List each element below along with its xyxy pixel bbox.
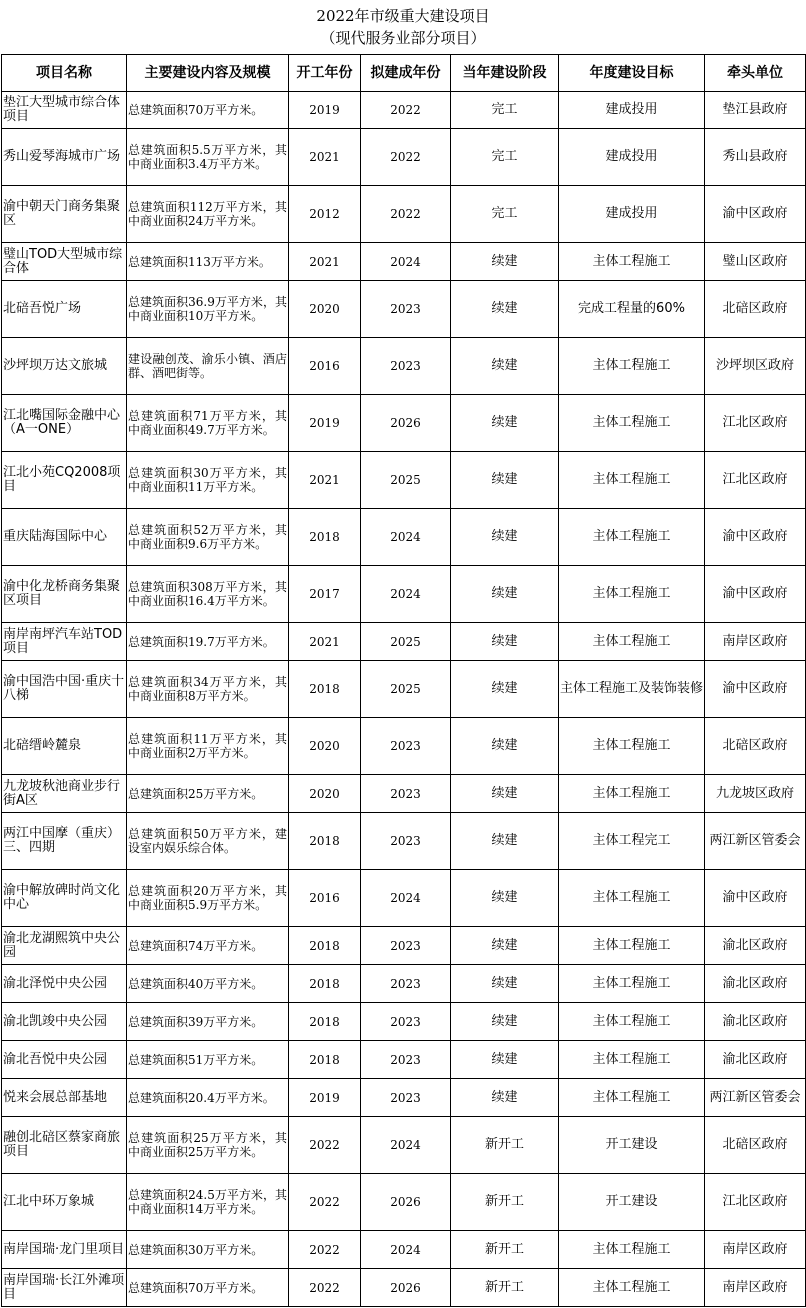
lead-unit-cell: 南岸区政府	[705, 1269, 806, 1307]
project-name-cell: 重庆陆海国际中心	[2, 509, 127, 566]
stage-cell: 续建	[451, 1003, 559, 1041]
scope-cell: 总建筑面积39万平方米。	[127, 1003, 289, 1041]
finish-year-cell: 2024	[361, 870, 451, 927]
project-name-cell: 融创北碚区蔡家商旅项目	[2, 1117, 127, 1174]
finish-year-cell: 2024	[361, 566, 451, 623]
annual-goal-cell: 完成工程量的60%	[559, 281, 705, 338]
projects-table	[1, 54, 806, 1307]
scope-cell: 总建筑面积11万平方米，其中商业面积2万平方米。	[127, 718, 289, 775]
finish-year-cell: 2023	[361, 1041, 451, 1079]
finish-year-cell: 2024	[361, 509, 451, 566]
table-row	[2, 509, 806, 566]
stage-cell: 续建	[451, 870, 559, 927]
stage-cell: 新开工	[451, 1269, 559, 1307]
annual-goal-cell: 主体工程施工	[559, 1079, 705, 1117]
project-name-cell: 南岸南坪汽车站TOD项目	[2, 623, 127, 661]
table-row	[2, 129, 806, 186]
project-name-cell: 北碚缙岭麓泉	[2, 718, 127, 775]
table-row	[2, 1117, 806, 1174]
table-row	[2, 566, 806, 623]
annual-goal-cell: 主体工程施工及装饰装修	[559, 661, 705, 718]
lead-unit-cell: 秀山县政府	[705, 129, 806, 186]
lead-unit-cell: 九龙坡区政府	[705, 775, 806, 813]
project-name-cell: 秀山爱琴海城市广场	[2, 129, 127, 186]
stage-cell: 续建	[451, 1041, 559, 1079]
lead-unit-cell: 渝北区政府	[705, 965, 806, 1003]
annual-goal-cell: 主体工程施工	[559, 1003, 705, 1041]
start-year-cell: 2018	[289, 1041, 361, 1079]
annual-goal-cell: 开工建设	[559, 1174, 705, 1231]
table-row	[2, 718, 806, 775]
start-year-cell: 2018	[289, 661, 361, 718]
project-name-cell: 璧山TOD大型城市综合体	[2, 243, 127, 281]
finish-year-cell: 2023	[361, 1003, 451, 1041]
table-row	[2, 281, 806, 338]
header-stage: 当年建设阶段	[451, 55, 559, 92]
stage-cell: 新开工	[451, 1117, 559, 1174]
start-year-cell: 2018	[289, 927, 361, 965]
lead-unit-cell: 江北区政府	[705, 452, 806, 509]
stage-cell: 续建	[451, 243, 559, 281]
stage-cell: 续建	[451, 927, 559, 965]
finish-year-cell: 2023	[361, 281, 451, 338]
header-start-year: 开工年份	[289, 55, 361, 92]
project-name-cell: 江北嘴国际金融中心（A一ONE）	[2, 395, 127, 452]
scope-cell: 总建筑面积25万平方米。	[127, 775, 289, 813]
table-body	[2, 92, 806, 1307]
header-lead-unit: 牵头单位	[705, 55, 806, 92]
table-title: 2022年市级重大建设项目	[316, 7, 490, 25]
finish-year-cell: 2026	[361, 1269, 451, 1307]
header-scope: 主要建设内容及规模	[127, 55, 289, 92]
project-name-cell: 两江中国摩（重庆）三、四期	[2, 813, 127, 870]
start-year-cell: 2021	[289, 623, 361, 661]
finish-year-cell: 2024	[361, 1231, 451, 1269]
annual-goal-cell: 主体工程施工	[559, 775, 705, 813]
finish-year-cell: 2023	[361, 775, 451, 813]
table-row	[2, 243, 806, 281]
start-year-cell: 2020	[289, 281, 361, 338]
start-year-cell: 2019	[289, 395, 361, 452]
project-name-cell: 南岸国瑞·龙门里项目	[2, 1231, 127, 1269]
table-row	[2, 1003, 806, 1041]
lead-unit-cell: 渝北区政府	[705, 1003, 806, 1041]
lead-unit-cell: 渝中区政府	[705, 566, 806, 623]
project-name-cell: 北碚吾悦广场	[2, 281, 127, 338]
stage-cell: 续建	[451, 452, 559, 509]
scope-cell: 总建筑面积52万平方米，其中商业面积9.6万平方米。	[127, 509, 289, 566]
scope-cell: 总建筑面积112万平方米，其中商业面积24万平方米。	[127, 186, 289, 243]
lead-unit-cell: 渝北区政府	[705, 927, 806, 965]
stage-cell: 完工	[451, 129, 559, 186]
annual-goal-cell: 主体工程施工	[559, 395, 705, 452]
table-row	[2, 1269, 806, 1307]
start-year-cell: 2016	[289, 338, 361, 395]
annual-goal-cell: 主体工程施工	[559, 965, 705, 1003]
lead-unit-cell: 江北区政府	[705, 395, 806, 452]
scope-cell: 总建筑面积20万平方米，其中商业面积5.9万平方米。	[127, 870, 289, 927]
start-year-cell: 2018	[289, 509, 361, 566]
finish-year-cell: 2026	[361, 395, 451, 452]
start-year-cell: 2022	[289, 1174, 361, 1231]
project-name-cell: 垫江大型城市综合体项目	[2, 92, 127, 129]
scope-cell: 总建筑面积36.9万平方米，其中商业面积10万平方米。	[127, 281, 289, 338]
lead-unit-cell: 北碚区政府	[705, 1117, 806, 1174]
annual-goal-cell: 主体工程施工	[559, 718, 705, 775]
stage-cell: 续建	[451, 718, 559, 775]
finish-year-cell: 2025	[361, 452, 451, 509]
stage-cell: 新开工	[451, 1174, 559, 1231]
lead-unit-cell: 渝中区政府	[705, 661, 806, 718]
lead-unit-cell: 北碚区政府	[705, 281, 806, 338]
scope-cell: 总建筑面积34万平方米，其中商业面积8万平方米。	[127, 661, 289, 718]
project-name-cell: 渝北泽悦中央公园	[2, 965, 127, 1003]
project-name-cell: 渝中化龙桥商务集聚区项目	[2, 566, 127, 623]
stage-cell: 续建	[451, 965, 559, 1003]
table-row	[2, 452, 806, 509]
annual-goal-cell: 建成投用	[559, 129, 705, 186]
stage-cell: 完工	[451, 186, 559, 243]
finish-year-cell: 2024	[361, 1117, 451, 1174]
scope-cell: 建设融创茂、渝乐小镇、酒店群、酒吧街等。	[127, 338, 289, 395]
scope-cell: 总建筑面积5.5万平方米，其中商业面积3.4万平方米。	[127, 129, 289, 186]
scope-cell: 总建筑面积71万平方米，其中商业面积49.7万平方米。	[127, 395, 289, 452]
annual-goal-cell: 主体工程完工	[559, 813, 705, 870]
start-year-cell: 2019	[289, 1079, 361, 1117]
annual-goal-cell: 建成投用	[559, 92, 705, 129]
start-year-cell: 2021	[289, 129, 361, 186]
start-year-cell: 2021	[289, 452, 361, 509]
start-year-cell: 2019	[289, 92, 361, 129]
lead-unit-cell: 两江新区管委会	[705, 813, 806, 870]
finish-year-cell: 2023	[361, 1079, 451, 1117]
annual-goal-cell: 主体工程施工	[559, 870, 705, 927]
table-row	[2, 1041, 806, 1079]
finish-year-cell: 2025	[361, 623, 451, 661]
finish-year-cell: 2022	[361, 129, 451, 186]
stage-cell: 续建	[451, 338, 559, 395]
annual-goal-cell: 主体工程施工	[559, 927, 705, 965]
annual-goal-cell: 建成投用	[559, 186, 705, 243]
lead-unit-cell: 北碚区政府	[705, 718, 806, 775]
lead-unit-cell: 两江新区管委会	[705, 1079, 806, 1117]
project-name-cell: 南岸国瑞·长江外滩项目	[2, 1269, 127, 1307]
finish-year-cell: 2022	[361, 92, 451, 129]
start-year-cell: 2021	[289, 243, 361, 281]
table-title-block	[0, 0, 806, 54]
table-row	[2, 395, 806, 452]
scope-cell: 总建筑面积74万平方米。	[127, 927, 289, 965]
project-name-cell: 沙坪坝万达文旅城	[2, 338, 127, 395]
table-row	[2, 338, 806, 395]
start-year-cell: 2012	[289, 186, 361, 243]
project-name-cell: 江北小苑CQ2008项目	[2, 452, 127, 509]
scope-cell: 总建筑面积70万平方米。	[127, 1269, 289, 1307]
start-year-cell: 2022	[289, 1231, 361, 1269]
table-row	[2, 1079, 806, 1117]
table-subtitle: （现代服务业部分项目）	[320, 29, 486, 47]
lead-unit-cell: 南岸区政府	[705, 623, 806, 661]
scope-cell: 总建筑面积19.7万平方米。	[127, 623, 289, 661]
finish-year-cell: 2025	[361, 661, 451, 718]
annual-goal-cell: 主体工程施工	[559, 243, 705, 281]
start-year-cell: 2022	[289, 1269, 361, 1307]
scope-cell: 总建筑面积70万平方米。	[127, 92, 289, 129]
start-year-cell: 2020	[289, 718, 361, 775]
start-year-cell: 2018	[289, 1003, 361, 1041]
scope-cell: 总建筑面积24.5万平方米，其中商业面积14万平方米。	[127, 1174, 289, 1231]
scope-cell: 总建筑面积51万平方米。	[127, 1041, 289, 1079]
lead-unit-cell: 渝中区政府	[705, 509, 806, 566]
finish-year-cell: 2023	[361, 927, 451, 965]
project-name-cell: 渝北凯竣中央公园	[2, 1003, 127, 1041]
table-row	[2, 813, 806, 870]
table-row	[2, 1231, 806, 1269]
stage-cell: 续建	[451, 566, 559, 623]
finish-year-cell: 2024	[361, 243, 451, 281]
lead-unit-cell: 垫江县政府	[705, 92, 806, 129]
stage-cell: 新开工	[451, 1231, 559, 1269]
start-year-cell: 2018	[289, 813, 361, 870]
stage-cell: 续建	[451, 813, 559, 870]
start-year-cell: 2016	[289, 870, 361, 927]
table-row	[2, 623, 806, 661]
header-annual-goal: 年度建设目标	[559, 55, 705, 92]
annual-goal-cell: 主体工程施工	[559, 509, 705, 566]
start-year-cell: 2020	[289, 775, 361, 813]
stage-cell: 完工	[451, 92, 559, 129]
stage-cell: 续建	[451, 281, 559, 338]
finish-year-cell: 2022	[361, 186, 451, 243]
annual-goal-cell: 主体工程施工	[559, 452, 705, 509]
project-name-cell: 九龙坡秋池商业步行街A区	[2, 775, 127, 813]
lead-unit-cell: 沙坪坝区政府	[705, 338, 806, 395]
lead-unit-cell: 渝中区政府	[705, 186, 806, 243]
stage-cell: 续建	[451, 509, 559, 566]
finish-year-cell: 2023	[361, 338, 451, 395]
annual-goal-cell: 主体工程施工	[559, 1269, 705, 1307]
lead-unit-cell: 江北区政府	[705, 1174, 806, 1231]
start-year-cell: 2017	[289, 566, 361, 623]
scope-cell: 总建筑面积113万平方米。	[127, 243, 289, 281]
finish-year-cell: 2023	[361, 718, 451, 775]
table-row	[2, 927, 806, 965]
annual-goal-cell: 开工建设	[559, 1117, 705, 1174]
finish-year-cell: 2023	[361, 965, 451, 1003]
project-name-cell: 渝中国浩中国·重庆十八梯	[2, 661, 127, 718]
start-year-cell: 2018	[289, 965, 361, 1003]
table-row	[2, 1174, 806, 1231]
table-row	[2, 661, 806, 718]
scope-cell: 总建筑面积30万平方米。	[127, 1231, 289, 1269]
stage-cell: 续建	[451, 395, 559, 452]
project-name-cell: 渝中解放碑时尚文化中心	[2, 870, 127, 927]
project-name-cell: 悦来会展总部基地	[2, 1079, 127, 1117]
scope-cell: 总建筑面积25万平方米，其中商业面积25万平方米。	[127, 1117, 289, 1174]
scope-cell: 总建筑面积30万平方米，其中商业面积11万平方米。	[127, 452, 289, 509]
scope-cell: 总建筑面积50万平方米，建设室内娱乐综合体。	[127, 813, 289, 870]
annual-goal-cell: 主体工程施工	[559, 1041, 705, 1079]
project-name-cell: 渝中朝天门商务集聚区	[2, 186, 127, 243]
start-year-cell: 2022	[289, 1117, 361, 1174]
finish-year-cell: 2026	[361, 1174, 451, 1231]
header-finish-year: 拟建成年份	[361, 55, 451, 92]
table-row	[2, 965, 806, 1003]
lead-unit-cell: 南岸区政府	[705, 1231, 806, 1269]
project-name-cell: 江北中环万象城	[2, 1174, 127, 1231]
lead-unit-cell: 渝北区政府	[705, 1041, 806, 1079]
scope-cell: 总建筑面积308万平方米，其中商业面积16.4万平方米。	[127, 566, 289, 623]
project-name-cell: 渝北吾悦中央公园	[2, 1041, 127, 1079]
stage-cell: 续建	[451, 661, 559, 718]
table-row	[2, 870, 806, 927]
table-row	[2, 775, 806, 813]
header-project-name: 项目名称	[2, 55, 127, 92]
table-row	[2, 186, 806, 243]
stage-cell: 续建	[451, 1079, 559, 1117]
lead-unit-cell: 璧山区政府	[705, 243, 806, 281]
annual-goal-cell: 主体工程施工	[559, 566, 705, 623]
project-name-cell: 渝北龙湖熙筑中央公园	[2, 927, 127, 965]
annual-goal-cell: 主体工程施工	[559, 1231, 705, 1269]
lead-unit-cell: 渝中区政府	[705, 870, 806, 927]
stage-cell: 续建	[451, 623, 559, 661]
table-row	[2, 92, 806, 129]
annual-goal-cell: 主体工程施工	[559, 338, 705, 395]
annual-goal-cell: 主体工程施工	[559, 623, 705, 661]
finish-year-cell: 2023	[361, 813, 451, 870]
stage-cell: 续建	[451, 775, 559, 813]
scope-cell: 总建筑面积40万平方米。	[127, 965, 289, 1003]
scope-cell: 总建筑面积20.4万平方米。	[127, 1079, 289, 1117]
table-header-row	[2, 55, 806, 92]
